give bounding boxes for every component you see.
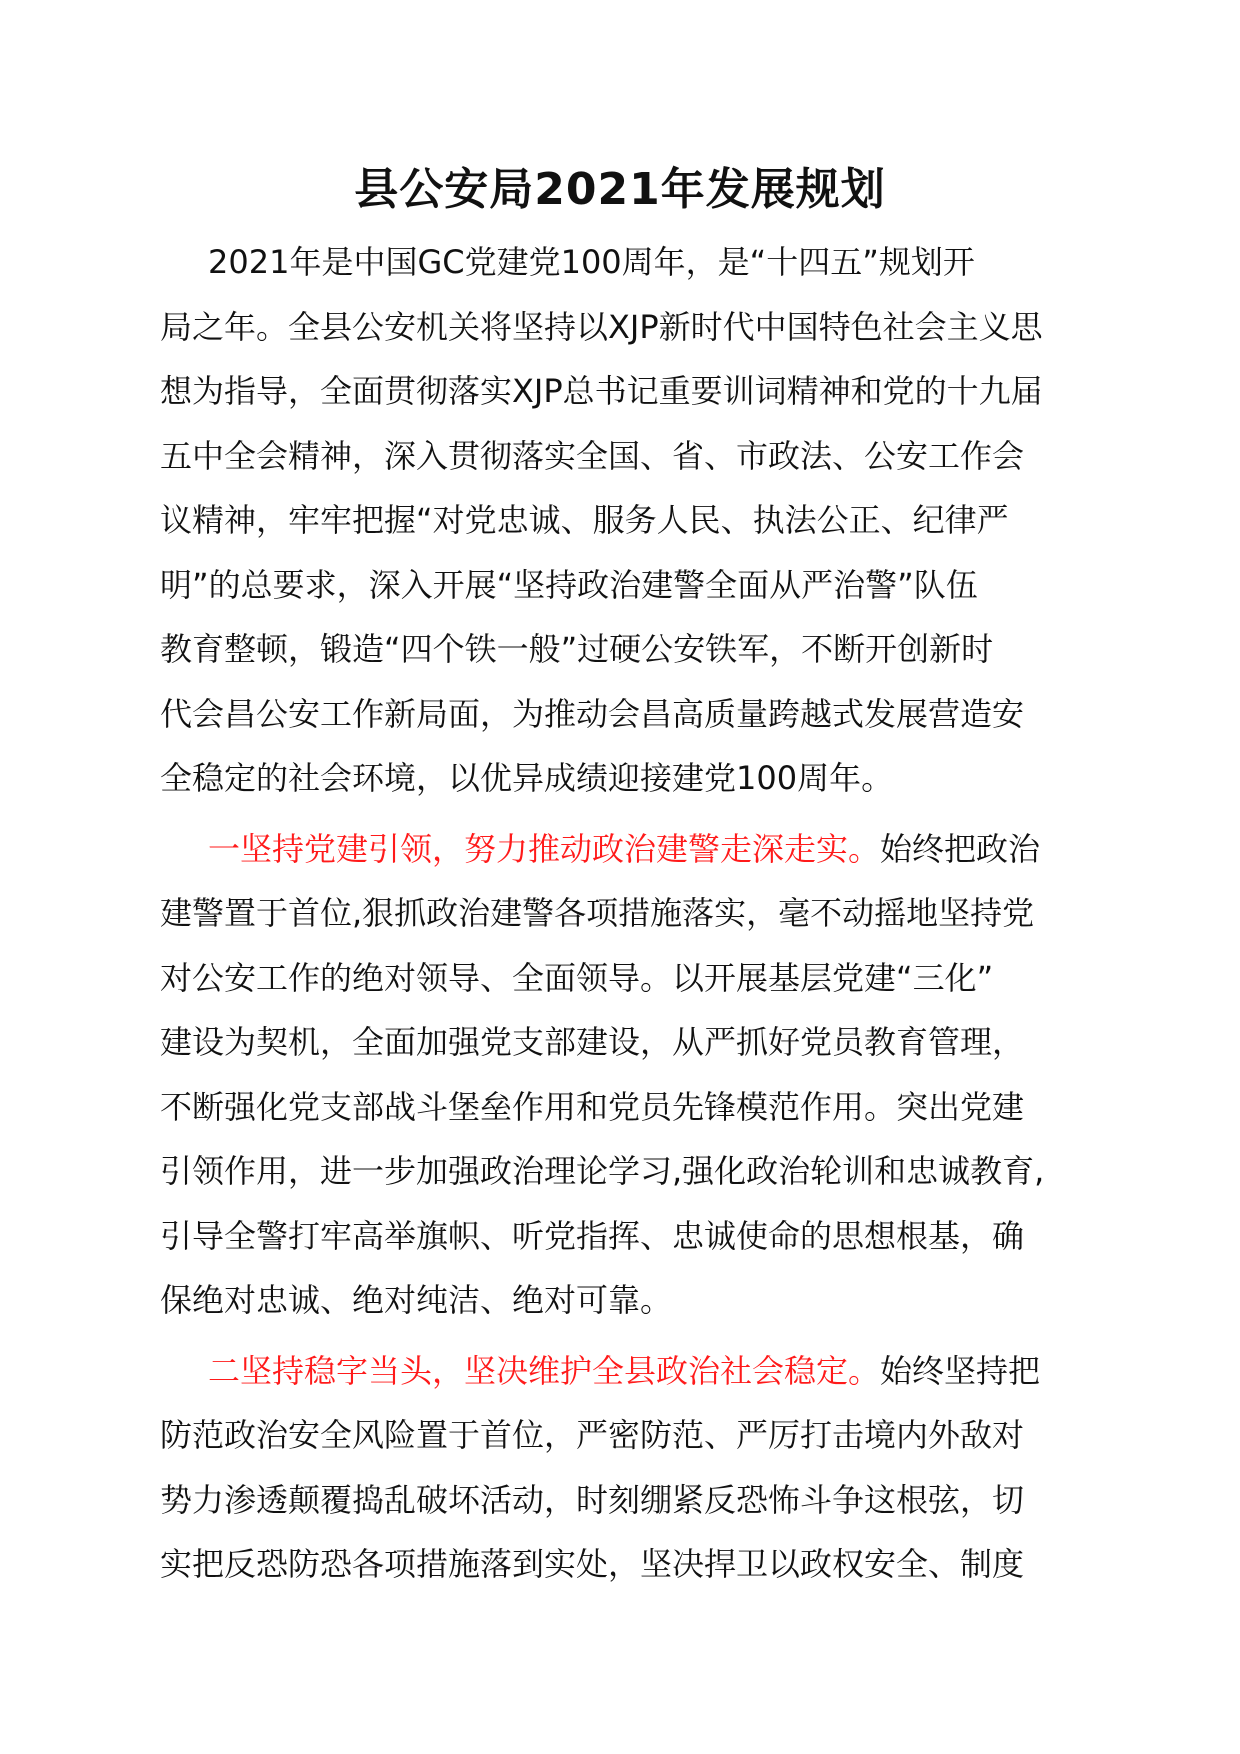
section-heading: 一坚持党建引领，努力推动政治建警走深走实。: [208, 829, 881, 868]
line-text: 建设为契机，全面加强党支部建设，从严抓好党员教育管理，: [160, 1023, 1025, 1061]
line-text: 对公安工作的绝对领导、全面领导。以开展基层党建“三化”: [160, 958, 994, 997]
line-text: 想为指导，全面贯彻落实XJP总书记重要训词精神和党的十九届: [160, 372, 1043, 410]
text-line: [160, 682, 1095, 747]
line-text: 2021年是中国GC党建党100周年，是“十四五”规划开: [208, 243, 975, 281]
line-text: 始终把政治: [880, 829, 1041, 868]
text-line: [160, 1532, 1095, 1597]
line-text: 实把反恐防恐各项措施落到实处，坚决捍卫以政权安全、制度: [160, 1545, 1025, 1583]
line-text: 五中全会精神，深入贯彻落实全国、省、市政法、公安工作会: [160, 436, 1025, 475]
line-text: 不断强化党支部战斗堡垒作用和党员先锋模范作用。突出党建: [160, 1087, 1025, 1126]
text-line: [160, 295, 1095, 360]
line-text: 防范政治安全风险置于首位，严密防范、严厉打击境内外敌对: [160, 1416, 1025, 1454]
line-text: 保绝对忠诚、绝对纯洁、绝对可靠。: [160, 1281, 673, 1319]
section-heading: 二坚持稳字当头，坚决维护全县政治社会稳定。: [208, 1351, 881, 1390]
text-line: [160, 817, 1095, 882]
text-line: [160, 881, 1095, 946]
line-text: 教育整顿，锻造“四个铁一般”过硬公安铁军，不断开创新时: [160, 630, 994, 668]
line-text: 局之年。全县公安机关将坚持以XJP新时代中国特色社会主义思: [160, 307, 1043, 346]
text-line: [160, 1139, 1095, 1204]
text-line: [160, 1204, 1095, 1269]
text-line: [160, 553, 1095, 618]
text-line: [160, 1468, 1095, 1533]
text-line: [160, 746, 1095, 811]
line-text: 势力渗透颠覆捣乱破坏活动，时刻绷紧反恐怖斗争这根弦，切: [160, 1480, 1025, 1519]
line-text: 全稳定的社会环境，以优异成绩迎接建党100周年。: [160, 759, 894, 797]
text-line: [160, 1010, 1095, 1075]
text-line: [160, 946, 1095, 1011]
line-text: 引导全警打牢高举旗帜、听党指挥、忠诚使命的思想根基，确: [160, 1216, 1025, 1255]
text-line: [160, 617, 1095, 682]
line-text: 建警置于首位,狠抓政治建警各项措施落实，毫不动摇地坚持党: [160, 894, 1035, 932]
text-line: [160, 1075, 1095, 1140]
text-line: [160, 1268, 1095, 1333]
line-text: 引领作用，进一步加强政治理论学习,强化政治轮训和忠诚教育,: [160, 1152, 1045, 1190]
line-text: 代会昌公安工作新局面，为推动会昌高质量跨越式发展营造安: [160, 694, 1025, 733]
text-line: [160, 1339, 1095, 1404]
text-line: [160, 488, 1095, 553]
document-body: [160, 230, 1095, 1597]
line-text: 始终坚持把: [880, 1351, 1041, 1390]
line-text: 明”的总要求，深入开展“坚持政治建警全面从严治警”队伍: [160, 565, 978, 604]
text-line: [160, 230, 1095, 295]
document-title: 县公安局2021年发展规划: [354, 164, 886, 215]
line-text: 议精神，牢牢把握“对党忠诚、服务人民、执法公正、纪律严: [160, 501, 1009, 539]
text-line: [160, 424, 1095, 489]
text-line: [160, 1403, 1095, 1468]
text-line: [160, 359, 1095, 424]
